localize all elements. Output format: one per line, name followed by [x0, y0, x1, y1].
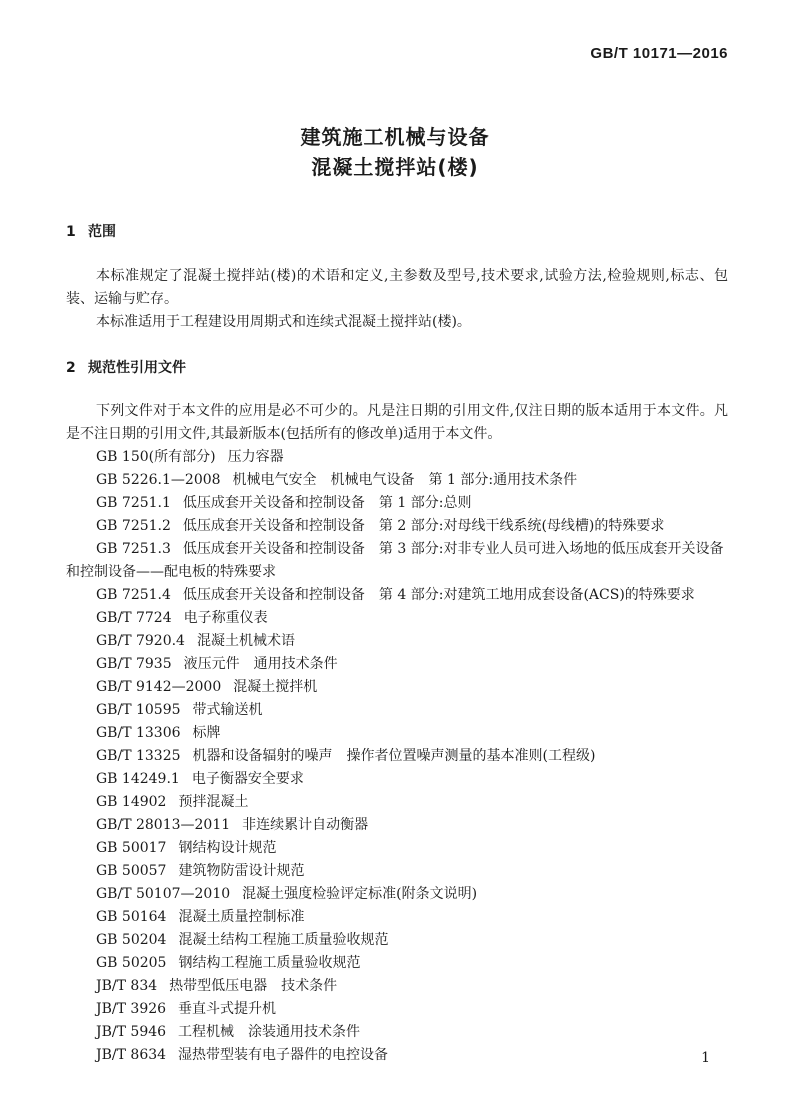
reference-item: [66, 929, 728, 952]
reference-code: JB/T 5946: [96, 1024, 167, 1040]
reference-item: [66, 492, 728, 515]
reference-code: JB/T 8634: [96, 1047, 167, 1063]
reference-title: 热带型低压电器 技术条件: [169, 978, 338, 994]
reference-code: GB 7251.3: [96, 541, 171, 557]
reference-title: 低压成套开关设备和控制设备 第 4 部分:对建筑工地用成套设备(ACS)的特殊要求: [182, 587, 695, 603]
section-2-intro: 下列文件对于本文件的应用是必不可少的。凡是注日期的引用文件,仅注日期的版本适用于本文件。凡是不注日期的引用文件,其最新版本(包括所有的修改单)适用于本文件。: [66, 403, 728, 442]
reference-item: [66, 676, 728, 699]
section-2-title: 规范性引用文件: [88, 360, 186, 376]
reference-code: GB/T 10595: [96, 702, 181, 718]
reference-title: 电子衡器安全要求: [191, 771, 304, 787]
reference-code: GB/T 7724: [96, 610, 172, 626]
document-title-line1: 建筑施工机械与设备: [300, 125, 490, 149]
reference-item: [66, 860, 728, 883]
reference-title: 钢结构工程施工质量验收规范: [178, 955, 361, 971]
section-2-number: 2: [66, 360, 76, 376]
reference-item: [66, 446, 728, 469]
reference-title: 低压成套开关设备和控制设备 第 3 部分:对非专业人员可进入场地的低压成套开关设备和控制设备——配电板的特殊要求: [66, 541, 724, 580]
reference-title: 预拌混凝土: [178, 794, 249, 810]
reference-code: GB 7251.4: [96, 587, 171, 603]
reference-title: 液压元件 通用技术条件: [183, 656, 338, 672]
reference-item: [66, 469, 728, 492]
reference-code: GB/T 50107—2010: [96, 886, 231, 902]
reference-code: GB 14249.1: [96, 771, 180, 787]
reference-item: [66, 837, 728, 860]
section-1-paragraph-1: 本标准规定了混凝土搅拌站(楼)的术语和定义,主参数及型号,技术要求,试验方法,检验规则,标志、包装、运输与贮存。: [66, 268, 728, 307]
reference-title: 机械电气安全 机械电气设备 第 1 部分:通用技术条件: [232, 472, 578, 488]
reference-code: GB/T 9142—2000: [96, 679, 222, 695]
reference-item: [66, 975, 728, 998]
reference-code: GB/T 13325: [96, 748, 181, 764]
section-1-paragraph-2: 本标准适用于工程建设用周期式和连续式混凝土搅拌站(楼)。: [96, 314, 471, 330]
reference-code: JB/T 834: [96, 978, 158, 994]
reference-item: [66, 998, 728, 1021]
reference-title: 混凝土结构工程施工质量验收规范: [178, 932, 389, 948]
reference-title: 标牌: [192, 725, 221, 741]
reference-code: GB/T 7920.4: [96, 633, 185, 649]
reference-item: [66, 515, 728, 538]
reference-code: GB 5226.1—2008: [96, 472, 221, 488]
reference-code: GB 14902: [96, 794, 167, 810]
reference-code: GB 50204: [96, 932, 167, 948]
reference-item: [66, 607, 728, 630]
reference-code: GB 50017: [96, 840, 167, 856]
reference-title: 建筑物防雷设计规范: [178, 863, 305, 879]
reference-title: 钢结构设计规范: [178, 840, 277, 856]
reference-item: [66, 791, 728, 814]
reference-item: [66, 722, 728, 745]
standard-number: GB/T 10171—2016: [590, 45, 728, 62]
reference-title: 电子称重仪表: [183, 610, 268, 626]
reference-list: [66, 446, 728, 1067]
document-title-line2: 混凝土搅拌站(楼): [311, 155, 479, 179]
reference-title: 混凝土机械术语: [196, 633, 295, 649]
reference-item: [66, 906, 728, 929]
reference-title: 混凝土搅拌机: [233, 679, 318, 695]
reference-title: 混凝土质量控制标准: [178, 909, 305, 925]
reference-title: 混凝土强度检验评定标准(附条文说明): [242, 886, 478, 902]
reference-code: GB/T 28013—2011: [96, 817, 231, 833]
reference-code: GB 50205: [96, 955, 167, 971]
reference-item: [66, 653, 728, 676]
reference-item: [66, 1021, 728, 1044]
reference-code: GB/T 13306: [96, 725, 181, 741]
reference-title: 带式输送机: [192, 702, 263, 718]
reference-code: JB/T 3926: [96, 1001, 167, 1017]
reference-item: [66, 814, 728, 837]
reference-code: GB 150(所有部分): [96, 449, 216, 465]
section-1-number: 1: [66, 224, 76, 240]
reference-code: GB 7251.2: [96, 518, 171, 534]
reference-code: GB 50164: [96, 909, 167, 925]
reference-item: [66, 630, 728, 653]
reference-title: 压力容器: [227, 449, 284, 465]
reference-code: GB 7251.1: [96, 495, 171, 511]
reference-title: 垂直斗式提升机: [178, 1001, 277, 1017]
reference-title: 机器和设备辐射的噪声 操作者位置噪声测量的基本准则(工程级): [192, 748, 596, 764]
reference-title: 低压成套开关设备和控制设备 第 1 部分:总则: [182, 495, 472, 511]
section-2-heading: [66, 357, 186, 377]
reference-title: 低压成套开关设备和控制设备 第 2 部分:对母线干线系统(母线槽)的特殊要求: [182, 518, 665, 534]
reference-item: [66, 584, 728, 607]
reference-code: GB/T 7935: [96, 656, 172, 672]
reference-item: [66, 768, 728, 791]
page-number: 1: [701, 1050, 710, 1066]
section-1-title: 范围: [88, 224, 116, 240]
reference-item: [66, 952, 728, 975]
reference-item: [66, 1044, 728, 1067]
reference-title: 非连续累计自动衡器: [242, 817, 369, 833]
reference-item: [66, 538, 728, 584]
reference-item: [66, 883, 728, 906]
reference-code: GB 50057: [96, 863, 167, 879]
reference-item: [66, 745, 728, 768]
section-1-heading: [66, 221, 116, 241]
reference-title: 湿热带型装有电子器件的电控设备: [178, 1047, 389, 1063]
reference-title: 工程机械 涂装通用技术条件: [178, 1024, 361, 1040]
reference-item: [66, 699, 728, 722]
